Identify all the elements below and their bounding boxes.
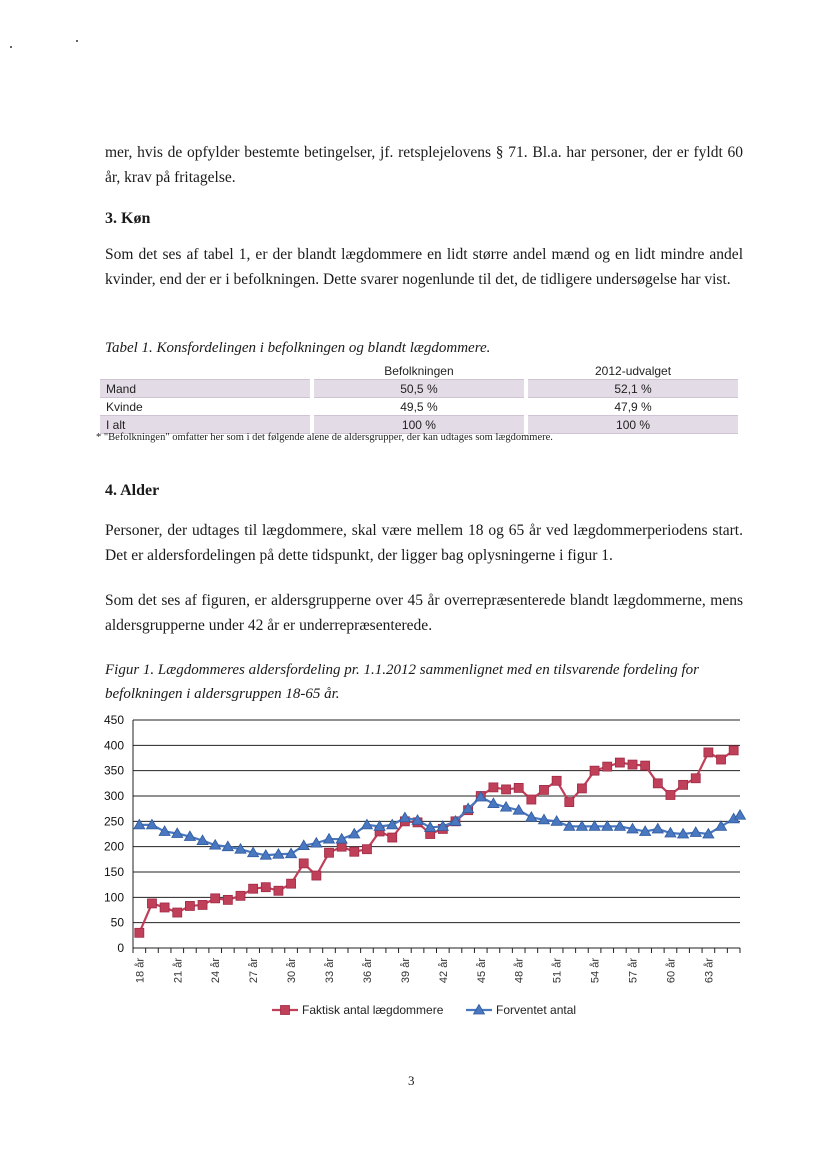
x-tick-label: 45 år xyxy=(475,958,488,984)
data-point-faktisk xyxy=(717,755,726,764)
row-befolkningen-value: 100 % xyxy=(314,415,524,434)
data-point-faktisk xyxy=(249,884,258,893)
x-tick-label: 54 år xyxy=(589,958,602,984)
data-point-faktisk xyxy=(198,900,207,909)
x-tick-label: 60 år xyxy=(665,958,678,984)
gender-table xyxy=(96,362,742,434)
data-point-faktisk xyxy=(641,761,650,770)
legend-label: Forventet antal xyxy=(496,1003,577,1017)
y-tick-label: 300 xyxy=(103,789,124,803)
row-label: Mand xyxy=(100,379,310,398)
table-header-row xyxy=(100,362,738,379)
heading-alder: 4. Alder xyxy=(105,482,160,499)
data-point-faktisk xyxy=(388,833,397,842)
data-point-faktisk xyxy=(502,785,511,794)
data-point-faktisk xyxy=(185,901,194,910)
data-point-forventet xyxy=(690,827,701,837)
data-point-faktisk xyxy=(147,899,156,908)
data-point-forventet xyxy=(652,823,663,833)
row-udvalget-value: 52,1 % xyxy=(528,379,738,398)
data-point-faktisk xyxy=(287,879,296,888)
y-tick-label: 100 xyxy=(103,890,124,905)
y-tick-label: 200 xyxy=(103,839,124,854)
figure-caption: Figur 1. Lægdommeres aldersfordeling pr. 1.1.2012 sammenlignet med en tilsvarende fordeling for befolkningen i aldersgruppen 18-65 år. xyxy=(105,662,699,702)
paragraph-intro: mer, hvis de opfylder bestemte betingelser, jf. retsplejelovens § 71. Bl.a. har personer, der er fyldt 60 år, krav på fritagelse. xyxy=(105,144,743,186)
axis-layer xyxy=(104,713,740,983)
legend-marker-square xyxy=(281,1006,290,1015)
data-point-faktisk xyxy=(691,774,700,783)
table-caption: Tabel 1. Konsfordelingen i befolkningen og blandt lægdommere. xyxy=(105,340,491,356)
data-point-faktisk xyxy=(325,848,334,857)
table-header-udvalget: 2012-udvalget xyxy=(595,363,672,378)
data-point-faktisk xyxy=(274,886,283,895)
x-tick-label: 21 år xyxy=(172,958,185,984)
data-point-faktisk xyxy=(590,766,599,775)
scan-speck xyxy=(10,46,12,48)
data-point-faktisk xyxy=(527,795,536,804)
data-point-faktisk xyxy=(236,891,245,900)
data-point-faktisk xyxy=(350,847,359,856)
x-tick-label: 18 år xyxy=(134,958,147,984)
paragraph-alder-1: Personer, der udtages til lægdommere, skal være mellem 18 og 65 år ved lægdommerperiodens start. Det er aldersfordelingen på dette tidspunkt, der ligger bag oplysningerne i figur 1. xyxy=(105,522,743,564)
data-point-faktisk xyxy=(514,783,523,792)
series-layer xyxy=(134,746,746,937)
data-point-faktisk xyxy=(299,859,308,868)
row-befolkningen-value: 49,5 % xyxy=(400,399,438,414)
data-point-faktisk xyxy=(362,845,371,854)
data-point-faktisk xyxy=(666,790,675,799)
data-point-faktisk xyxy=(628,760,637,769)
scan-speck xyxy=(76,40,78,42)
data-point-forventet xyxy=(387,819,398,829)
data-point-faktisk xyxy=(312,871,321,880)
table-header-befolkningen: Befolkningen xyxy=(384,363,454,378)
x-tick-label: 36 år xyxy=(361,958,374,984)
page-number: 3 xyxy=(408,1073,415,1088)
data-point-faktisk xyxy=(211,894,220,903)
data-point-faktisk xyxy=(679,780,688,789)
data-point-faktisk xyxy=(337,842,346,851)
y-tick-label: 400 xyxy=(103,738,124,753)
x-tick-label: 63 år xyxy=(703,958,716,984)
table-footnote: * "Befolkningen" omfatter her som i det følgende alene de aldersgrupper, der kan udtages som lægdommere. xyxy=(96,432,553,443)
y-tick-label: 250 xyxy=(103,814,124,829)
x-tick-label: 48 år xyxy=(513,958,526,984)
row-label: I alt xyxy=(100,415,310,434)
y-tick-label: 350 xyxy=(103,763,124,778)
data-point-faktisk xyxy=(539,785,548,794)
y-tick-label: 50 xyxy=(110,915,124,930)
legend-label: Faktisk antal lægdommere xyxy=(302,1003,444,1017)
x-tick-label: 39 år xyxy=(399,958,412,984)
data-point-faktisk xyxy=(577,784,586,793)
data-point-forventet xyxy=(159,826,170,836)
row-udvalget-value: 47,9 % xyxy=(614,399,652,414)
x-tick-label: 33 år xyxy=(324,958,337,984)
paragraph-alder-2: Som det ses af figuren, er aldersgrupperne over 45 år overrepræsenterede blandt lægdommerne, mens aldersgrupperne under 42 år er underrepræsenterede. xyxy=(105,592,743,634)
table-row xyxy=(100,398,738,415)
table-header-label xyxy=(100,362,310,379)
data-point-faktisk xyxy=(615,758,624,767)
data-point-faktisk xyxy=(173,908,182,917)
y-tick-label: 0 xyxy=(117,941,124,955)
data-point-faktisk xyxy=(261,883,270,892)
paragraph-kon: Som det ses af tabel 1, er der blandt lægdommere en lidt større andel mænd og en lidt mindre andel kvinder, end der er i befolkningen. Dette svarer nogenlunde til det, de tidligere undersøgelse har vist. xyxy=(105,246,743,288)
row-udvalget-value: 100 % xyxy=(528,415,738,434)
data-point-faktisk xyxy=(160,903,169,912)
data-point-faktisk xyxy=(489,783,498,792)
data-point-faktisk xyxy=(135,928,144,937)
y-tick-label: 450 xyxy=(103,713,124,727)
chart-legend xyxy=(272,1003,576,1017)
data-point-forventet xyxy=(488,798,499,808)
data-point-faktisk xyxy=(653,779,662,788)
row-label: Kvinde xyxy=(106,399,143,414)
row-befolkningen-value: 50,5 % xyxy=(314,379,524,398)
x-tick-label: 27 år xyxy=(248,958,261,984)
x-tick-label: 30 år xyxy=(286,958,299,984)
data-point-faktisk xyxy=(223,895,232,904)
data-point-forventet xyxy=(735,810,746,820)
data-point-forventet xyxy=(526,812,537,822)
table-row xyxy=(100,379,738,398)
x-tick-label: 42 år xyxy=(437,958,450,984)
data-point-faktisk xyxy=(704,748,713,757)
data-point-faktisk xyxy=(729,746,738,755)
x-tick-label: 51 år xyxy=(551,958,564,984)
data-point-forventet xyxy=(361,819,372,829)
data-point-faktisk xyxy=(565,798,574,807)
data-point-faktisk xyxy=(552,776,561,785)
data-point-faktisk xyxy=(603,762,612,771)
age-distribution-chart xyxy=(0,705,828,1025)
x-tick-label: 24 år xyxy=(210,958,223,984)
heading-kon: 3. Køn xyxy=(105,210,151,227)
data-point-forventet xyxy=(716,821,727,831)
x-tick-label: 57 år xyxy=(627,958,640,984)
y-tick-label: 150 xyxy=(103,865,124,879)
